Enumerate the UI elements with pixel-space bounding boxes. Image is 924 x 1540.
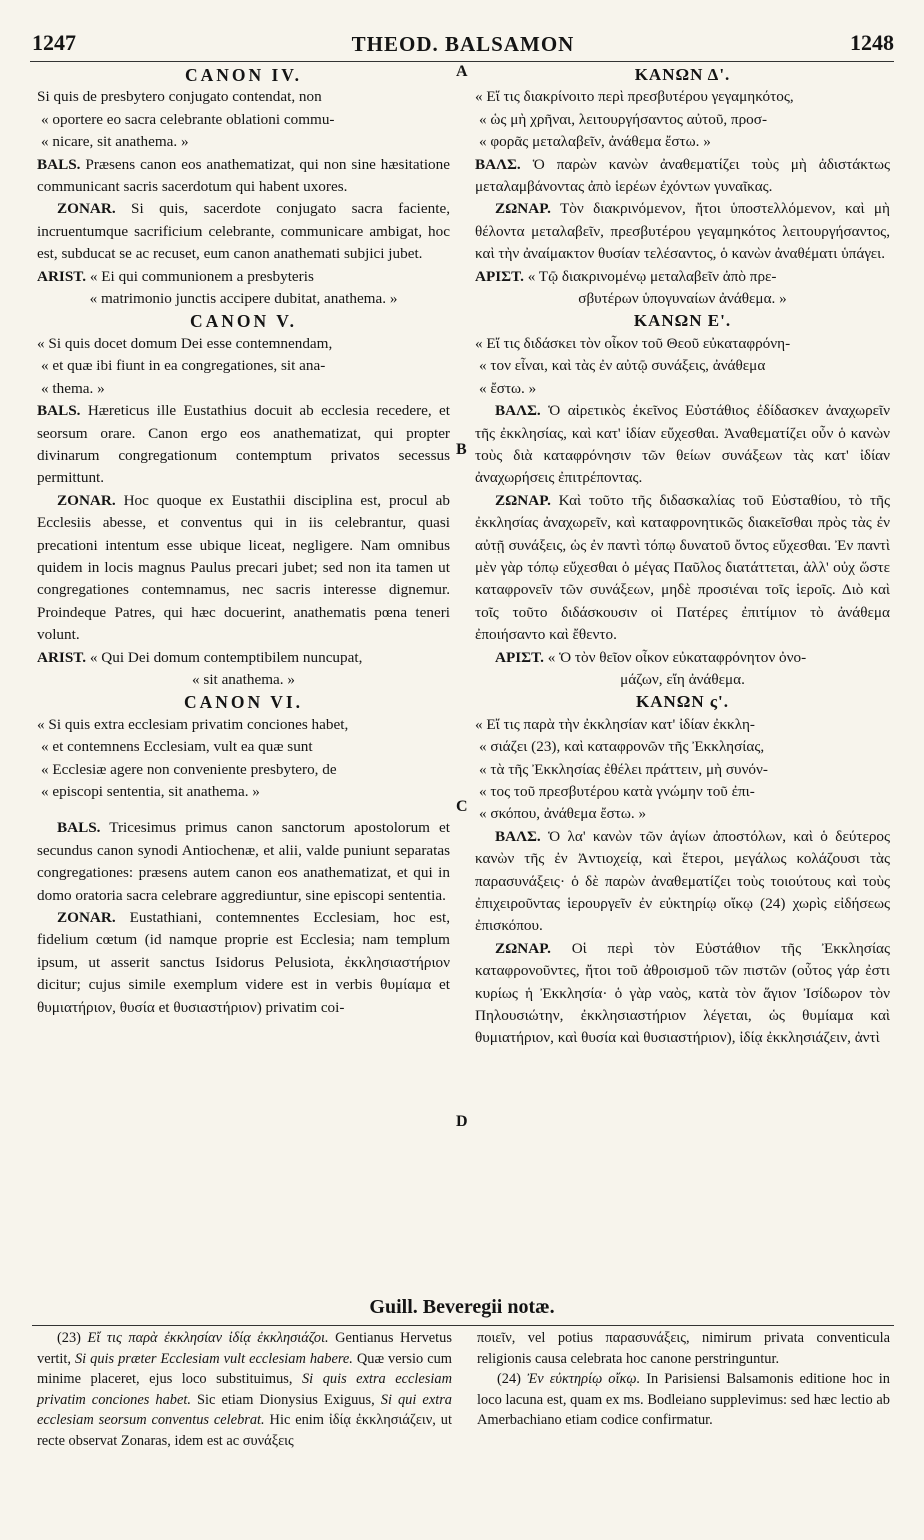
footnote-number: (24) [497,1371,521,1387]
margin-letter-b: B [456,441,467,458]
footnote-continuation: ποιεῖν, vel potius παρασυνάξεις, nimirum privata conventicula religionis causa celebrata hoc canone perstringuntur. [477,1330,890,1367]
commentator-label: ΒΑΛΣ. [495,827,541,845]
canon-heading: CANON VI. [183,692,304,713]
commentator-label: ZONAR. [57,491,116,509]
margin-letter-d: D [456,1113,468,1130]
commentary-zonaras [475,938,890,1050]
commentator-label: BALS. [57,819,101,837]
commentator-label: ΖΩΝΑΡ. [495,200,551,218]
commentator-label: ΒΑΛΣ. [495,402,541,420]
latin-column [37,64,450,1019]
notes-rule [32,1325,894,1326]
canon-quote-line: « thema. » [41,379,105,397]
commentary-text: Hæreticus ille Eustathius docuit ab ecclesia recedere, et seorsum orare. Canon ergo eos anathematizat, qui propter divinarum congregationum contemptum privatos secessus permittunt. [37,402,451,487]
margin-letter-c: C [456,798,468,815]
commentary-balsamon [475,400,890,490]
commentary-text: « Ei qui communionem a presbyteris [89,267,314,285]
canon-quote-line: « oportere eo sacra celebrante oblationi commu- [41,110,335,128]
commentator-label: ΑΡΙΣΤ. [495,648,544,666]
canon-heading: CANON V. [190,311,297,332]
commentator-label: ΖΩΝΑΡ. [495,939,551,957]
footnote-quote: Si qui extra ecclesiam seorsum conventus celebrat. [37,1391,452,1428]
commentary-zonaras [37,198,450,265]
canon-quote-line: « ὡς μὴ χρῆναι, λειτουργήσαντος αὐτοῦ, προσ- [479,110,768,128]
commentary-text: Τὸν διακρινόμενον, ἤτοι ὑποστελλόμενον, καὶ μὴ θέλοντα μεταλαβεῖν, πρεσβυτέρου γεγαμηκότος λειτουργήσαντος, καὶ τὴν ἀναίμακτον θυσίαν τελέσαντος, ὁ κανὼν ἀναθέματι ὑπάγει. [475,200,890,263]
header-rule [30,61,894,62]
canon-quote-line: « et quæ ibi fiunt in ea congregationes, sit ana- [41,357,326,375]
footnote-lemma: Εἴ τις παρὰ ἐκκλησίαν ἰδίᾳ ἐκκλησιάζοι. [87,1330,329,1346]
footnote-text: Hic enim ἰδίᾳ ἐκκλησιάζειν, ut recte observat Zonaras, idem est ac συνάξεις [37,1412,452,1449]
commentator-label: ZONAR. [57,909,116,927]
running-title: THEOD. BALSAMON [351,32,575,56]
commentator-label: ARIST. [37,267,87,285]
commentary-text: Ὁ αἱρετικὸς ἐκεῖνος Εὐστάθιος ἐδίδασκεν ἀναχωρεῖν τῆς ἐκκλησίας, καὶ κατ' ἰδίαν εὔχεσθαι. Ἀναθεματίζει οὖν ὁ κανὼν τοὺς διὰ καταφρόνησιν τῶν θείων συνάξεων τὰς κατ' ἰδίαν ἀναχωρήσεις ἐπιτρέποντας. [475,402,891,487]
commentary-text: Si quis, sacerdote conjugato sacra faciente, incruentumque sacrificium celebrante, communicare ambigat, hoc est, subducat se ac recuset, eum canon anathemati subjici jubet. [37,200,450,263]
commentary-text: « Ὁ τὸν θεῖον οἶκον εὐκαταφρόνητον ὀνο- [547,648,807,666]
commentary-aristenus [37,647,450,669]
canon-heading: ΚΑΝΩΝ Ε'. [633,311,732,331]
commentary-zonaras [37,907,450,1019]
commentary-balsamon [37,400,450,490]
notes-title: Guill. Beveregii notæ. [369,1296,555,1318]
footnote-number: (23) [57,1330,81,1346]
commentator-label: ΖΩΝΑΡ. [495,491,551,509]
commentator-label: BALS. [37,155,81,173]
canon-quote-line: « nicare, sit anathema. » [41,133,189,151]
commentary-text: Eustathiani, contemnentes Ecclesiam, hoc est, fidelium cœtum (id namque proprie est Ecclesia; nam templum ipsum, ut asserit sanctus Isidorus Pelusiota, ἐκκλησιαστήριον dicitur; cujus simile exemplum videre est in verbis θυμίαμα et θυμιατήριον, θυσία et θυσιαστήριον) privatim coi- [37,909,450,1016]
commentator-label: ΒΑΛΣ. [475,155,521,173]
footnote-text: Sic etiam Dionysius Exiguus, [197,1391,375,1408]
canon-quote-line: Si quis de presbytero conjugato contendat, non [37,88,322,106]
canon-quote-line: « τος τοῦ πρεσβυτέρου κατὰ γνώμην τοῦ ἐπι- [479,783,755,800]
commentary-aristenus [37,266,450,288]
footnote-text: In Parisiensi Balsamonis editione hoc in loco lacuna est, quam ex ms. Bodleiano supplevimus: sed hæc lectio ab Amerbachiano etiam codice confirmatur. [477,1371,890,1428]
margin-letter-a: A [456,63,468,80]
commentary-text: Ὁ λα' κανὼν τῶν ἁγίων ἀποστόλων, καὶ ὁ δεύτερος κανὼν τῆς ἐν Ἀντιοχείᾳ, καὶ ἕτεροι, μεγάλως κολάζουσι τὰς παρασυνάξεις· ὁ δὲ παρὼν ἀναθεματίζει τοὺς τοιούτους καὶ τοὺς ἐπιχειροῦντας ἱερουργεῖν ἐν εὐκτηρίῳ οἴκῳ (24) χωρὶς εἰδήσεως ἐπισκόπου. [475,827,891,935]
commentary-balsamon [475,826,890,938]
footnote-quote: Si quis extra ecclesiam privatim conciones habet. [37,1371,452,1408]
commentator-label: ZONAR. [57,200,116,218]
notes-right-column [477,1328,890,1431]
commentary-text: « sit anathema. » [192,670,295,688]
canon-quote-line: « τὰ τῆς Ἐκκλησίας ἐθέλει πράττειν, μὴ συνόν- [479,760,768,778]
canon-quote-line: « ἔστω. » [479,379,537,397]
commentary-zonaras [475,490,890,647]
page-number-right: 1248 [850,30,894,55]
commentary-text: μάζων, εἴη ἀνάθεμα. [620,670,745,688]
commentary-zonaras [37,490,450,647]
commentary-text: Ὁ παρὼν κανὼν ἀναθεματίζει τοὺς μὴ ἀδιστάκτως μεταλαμβάνοντας ἀπὸ ἱερέων ἐχόντων γυναῖκας. [475,155,890,196]
footnote-text: Gentianus Hervetus vertit, [37,1330,452,1367]
canon-heading: ΚΑΝΩΝ ς'. [635,692,730,712]
commentary-text: « Qui Dei domum contemptibilem nuncupat, [89,648,363,666]
canon-quote-line: « σκόπου, ἀνάθεμα ἔστω. » [479,805,647,823]
commentator-label: BALS. [37,402,81,420]
notes-left-column [37,1328,452,1451]
canon-heading: ΚΑΝΩΝ Δ'. [634,65,731,84]
running-header [32,30,894,58]
canon-quote-line: « et contemnens Ecclesiam, vult ea quæ sunt [41,738,313,756]
canon-quote-line: « episcopi sententia, sit anathema. » [41,783,260,800]
footnote-23 [37,1328,452,1451]
canon-quote-line: « Εἴ τις παρὰ τὴν ἐκκλησίαν κατ' ἰδίαν ἐκκλη- [475,715,755,733]
footnote-lemma: Ἐν εὐκτηρίῳ οἴκῳ. [527,1371,641,1387]
canon-quote-line: « σιάζει (23), καὶ καταφρονῶν τῆς Ἐκκλησίας, [479,738,765,756]
commentator-label: ARIST. [37,648,87,666]
footnote-quote: Si quis præter Ecclesiam vult ecclesiam habere. [74,1350,353,1367]
commentary-aristenus [475,647,890,669]
canon-heading: CANON IV. [184,65,303,85]
canon-quote-line: « φορᾶς μεταλαβεῖν, ἀνάθεμα ἔστω. » [479,133,711,151]
commentary-text: Καὶ τοῦτο τῆς διδασκαλίας τοῦ Εὐσταθίου, τὸ τῆς ἐκκλησίας ἀναχωρεῖν, καὶ καταφρονητικῶς διακεῖσθαι πρὸς τὰς ἐν αὐτῇ συνάξεις, ὡς ἐν παντὶ τόπῳ δυνατοῦ ὄντος εὔχεσθαι. Ἐν παντὶ μὲν γὰρ τόπῳ εὔχεσθαι ὁ μέγας Παῦλος διατάττεται, ἀλλ' οὐχ ὥστε καταφρονεῖν τῶν συνάξεων, μηδὲ προσιέναι τοῖς ἱεροῖς. Διὸ καὶ τοῖς τοῦτο διδάσκουσιν οἱ Πατέρες ἐπιτίμιον τὸ ἀνάθεμα ἐποιήσαντο καὶ ἔθεντο. [475,491,891,644]
commentary-text: Hoc quoque ex Eustathii disciplina est, procul ab Ecclesiis abesse, et conventus qui in iis celebrantur, quasi precationi intentum esse ubique liceat, negligere. Nam omnibus quidem in locis magnus Paulus precari jubet; sed non ita tamen ut congregationes contemnamus, nec sacris interesse dignemur. Proindeque Patres, qui hæc docuerint, anathematis pœna teneri volunt. [37,491,451,644]
canon-quote-line: « τον εἶναι, καὶ τὰς ἐν αὐτῷ συνάξεις, ἀνάθεμα [479,357,766,375]
commentator-label: ΑΡΙΣΤ. [475,267,524,285]
commentary-zonaras [475,198,890,265]
commentary-text: σβυτέρων ὑπογυναίων ἀνάθεμα. » [578,290,787,308]
commentary-balsamon [37,154,450,199]
commentary-text: Præsens canon eos anathematizat, qui non sine hæsitatione communicant sacris sacerdotum qui habent uxores. [37,155,450,196]
canon-quote-line: « Εἴ τις διακρίνοιτο περὶ πρεσβυτέρου γεγαμηκότος, [475,88,794,106]
canon-quote-line: « Εἴ τις διδάσκει τὸν οἶκον τοῦ Θεοῦ εὐκαταφρόνη- [475,334,791,352]
canon-quote-line: « Ecclesiæ agere non conveniente presbytero, de [41,760,337,778]
commentary-aristenus [475,266,890,288]
footnote-24 [477,1369,890,1431]
canon-quote-line: « Si quis docet domum Dei esse contemnendam, [37,334,333,352]
footnote-text: Quæ versio cum minime placeret, ejus loco substituimus, [37,1350,452,1387]
greek-column [475,64,890,1050]
canon-quote-line: « Si quis extra ecclesiam privatim conciones habet, [37,715,349,733]
commentary-text: Οἱ περὶ τὸν Εὐστάθιον τῆς Ἐκκλησίας καταφρονοῦντες, ἤτοι τοῦ ἀθροισμοῦ τῶν πιστῶν (οὗτος γάρ ἐστι κυρίως ἡ Ἐκκλησία· ὁ γὰρ ναὸς, κατὰ τὸν ἅγιον Ἰσίδωρον τὸν Πηλουσιώτην, ἐκκλησιαστήριον λέγεται, ὡς θυμίαμα καὶ θυμιατήριον, καὶ θυσία καὶ θυσιαστήριον), ἰδίᾳ ἐκκλησιάζειν, ἀντὶ [475,939,891,1047]
commentary-balsamon [37,817,450,907]
commentary-text: « Τῷ διακρινομένῳ μεταλαβεῖν ἀπὸ πρε- [527,267,777,285]
commentary-balsamon [475,154,890,199]
commentary-text: « matrimonio junctis accipere dubitat, anathema. » [89,290,398,308]
commentary-text: Tricesimus primus canon sanctorum apostolorum et secundus canon synodi Antiochenæ, et alii, valde puniunt separatas congregationes: præsens autem canon eos anathematizat, et qui in domo oratoria sacra celebrare aggrediuntur, sine episcopi sententia. [37,819,450,904]
page-number-left: 1247 [32,30,76,55]
